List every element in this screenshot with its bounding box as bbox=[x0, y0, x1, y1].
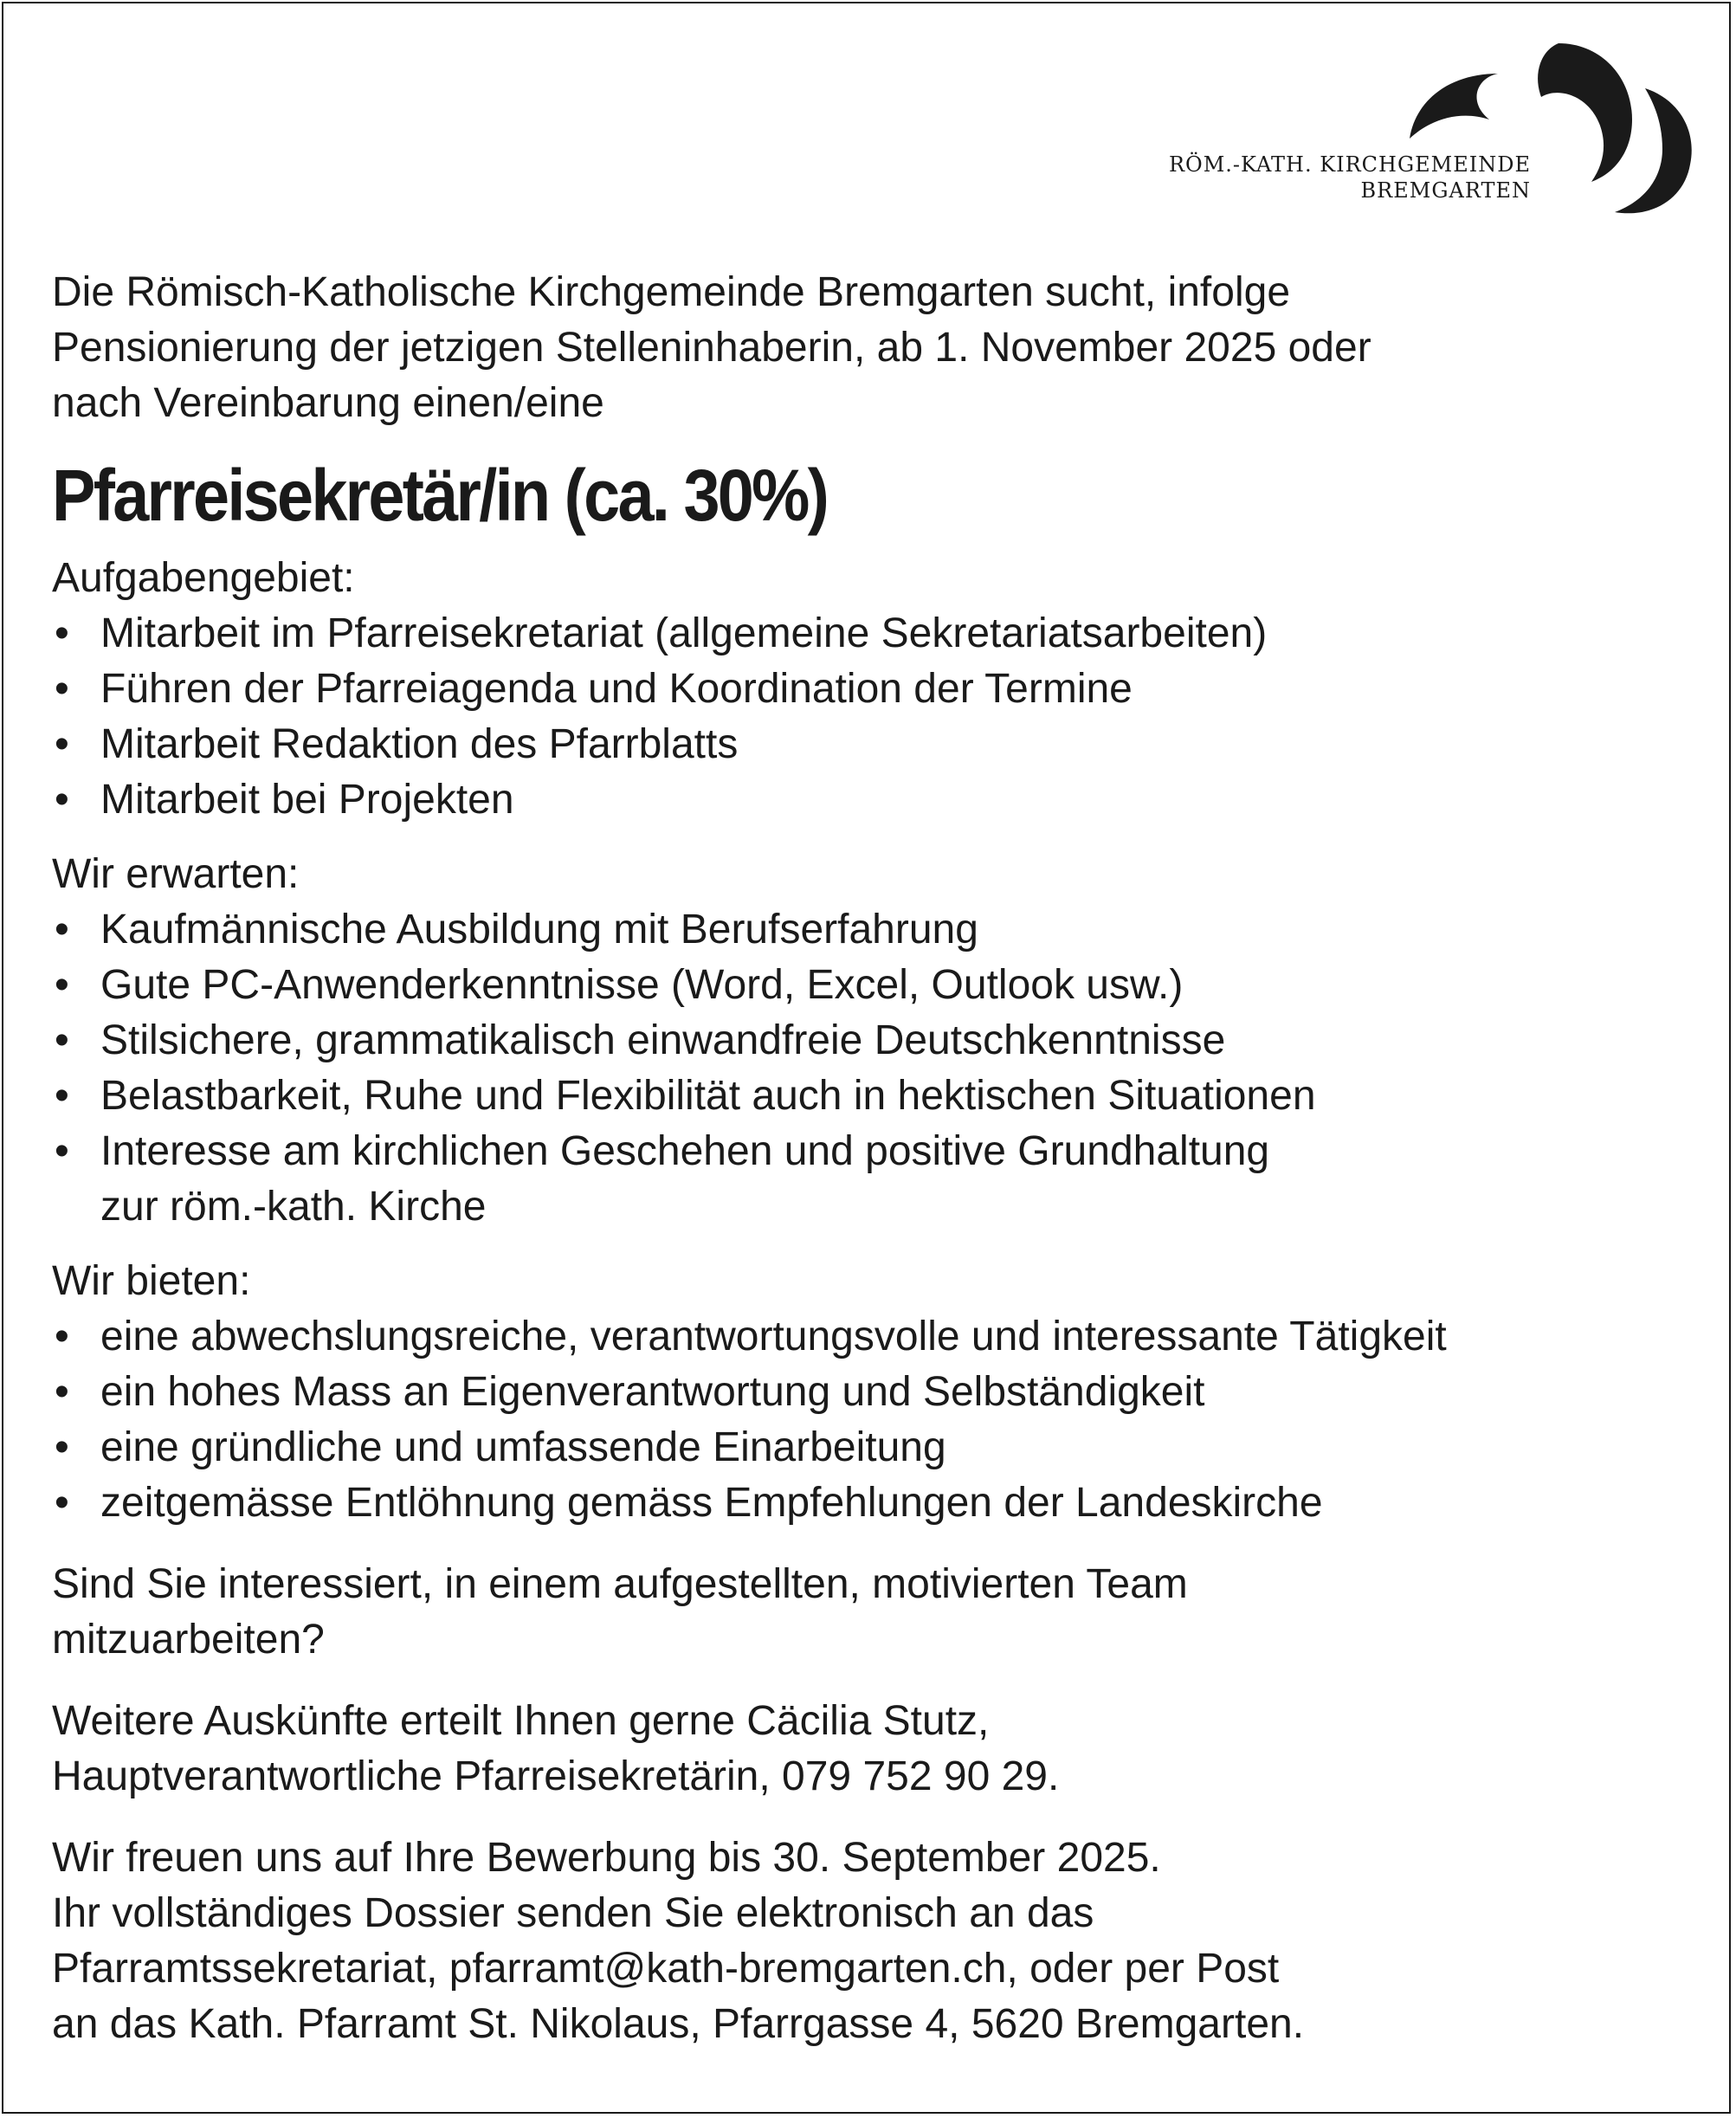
bullet-icon: • bbox=[55, 1073, 69, 1119]
section-expectations bbox=[52, 847, 1697, 1235]
bullet-icon: • bbox=[55, 1128, 69, 1174]
list-item bbox=[52, 662, 1697, 717]
logo-name-line1: RÖM.-KATH. KIRCHGEMEINDE bbox=[1168, 152, 1531, 177]
list-item-text: Führen der Pfarreiagenda und Koordination der Termine bbox=[100, 666, 1133, 712]
list-item bbox=[52, 958, 1697, 1013]
closing-paragraph bbox=[52, 1831, 1697, 2052]
logo-crescent-left bbox=[1410, 74, 1498, 139]
parish-logo bbox=[1168, 35, 1697, 225]
spacer bbox=[52, 1805, 1697, 1831]
intro-line: Die Römisch-Katholische Kirchgemeinde Bremgarten sucht, infolge bbox=[52, 269, 1291, 315]
section-heading: Wir erwarten: bbox=[52, 851, 300, 897]
job-title: Pfarreisekretär/in (ca. 30%) bbox=[52, 455, 828, 536]
list-item-text: Mitarbeit Redaktion des Pfarrblatts bbox=[100, 721, 739, 767]
ad-content bbox=[52, 265, 1697, 2052]
question-paragraph bbox=[52, 1557, 1697, 1668]
spacer bbox=[52, 828, 1697, 847]
list-item bbox=[52, 1124, 1697, 1179]
list-item-text: zur röm.-kath. Kirche bbox=[100, 1184, 487, 1230]
section-tasks bbox=[52, 551, 1697, 828]
list-item-text: Belastbarkeit, Ruhe und Flexibilität auch in hektischen Situationen bbox=[100, 1073, 1316, 1119]
list-item-text: Gute PC-Anwenderkenntnisse (Word, Excel, Outlook usw.) bbox=[100, 962, 1184, 1008]
bullet-icon: • bbox=[55, 1369, 69, 1415]
list-item bbox=[52, 717, 1697, 772]
bullet-icon: • bbox=[55, 962, 69, 1008]
section-heading: Aufgabengebiet: bbox=[52, 555, 355, 601]
logo-crescent-middle bbox=[1538, 43, 1632, 182]
bullet-icon: • bbox=[55, 666, 69, 712]
intro-paragraph bbox=[52, 265, 1697, 431]
closing-line: Ihr vollständiges Dossier senden Sie elektronisch an das bbox=[52, 1890, 1094, 1936]
bullet-icon: • bbox=[55, 907, 69, 952]
list-item bbox=[52, 1069, 1697, 1124]
bullet-icon: • bbox=[55, 1314, 69, 1359]
closing-line: an das Kath. Pfarramt St. Nikolaus, Pfarrgasse 4, 5620 Bremgarten. bbox=[52, 2001, 1305, 2047]
spacer bbox=[52, 1235, 1697, 1254]
question-line: Sind Sie interessiert, in einem aufgestellten, motivierten Team bbox=[52, 1561, 1188, 1607]
list-item bbox=[52, 1475, 1697, 1531]
contact-line: Hauptverantwortliche Pfarreisekretärin, 079 752 90 29. bbox=[52, 1753, 1060, 1799]
list-item bbox=[52, 1309, 1697, 1365]
spacer bbox=[52, 1531, 1697, 1557]
bullet-icon: • bbox=[55, 777, 69, 823]
list-item-text: ein hohes Mass an Eigenverantwortung und Selbständigkeit bbox=[100, 1369, 1205, 1415]
list-item-text: Interesse am kirchlichen Geschehen und positive Grundhaltung bbox=[100, 1128, 1270, 1174]
list-item-text: Mitarbeit im Pfarreisekretariat (allgemeine Sekretariatsarbeiten) bbox=[100, 610, 1268, 656]
bullet-icon: • bbox=[55, 1017, 69, 1063]
list-item-text: eine abwechslungsreiche, verantwortungsvolle und interessante Tätigkeit bbox=[100, 1314, 1447, 1359]
section-heading: Wir bieten: bbox=[52, 1258, 251, 1304]
list-item bbox=[52, 1365, 1697, 1420]
spacer bbox=[52, 1668, 1697, 1694]
list-item bbox=[52, 606, 1697, 662]
list-item bbox=[52, 902, 1697, 958]
closing-line: Pfarramtssekretariat, pfarramt@kath-bremgarten.ch, oder per Post bbox=[52, 1946, 1280, 1992]
list-item-text: zeitgemässe Entlöhnung gemäss Empfehlungen der Landeskirche bbox=[100, 1480, 1323, 1526]
list-item bbox=[52, 772, 1697, 828]
list-item-text: Stilsichere, grammatikalisch einwandfreie Deutschkenntnisse bbox=[100, 1017, 1226, 1063]
list-item-continuation bbox=[52, 1179, 1697, 1235]
contact-paragraph bbox=[52, 1694, 1697, 1805]
list-item-text: eine gründliche und umfassende Einarbeitung bbox=[100, 1424, 946, 1470]
intro-line: nach Vereinbarung einen/eine bbox=[52, 380, 604, 426]
list-item-text: Kaufmännische Ausbildung mit Berufserfahrung bbox=[100, 907, 978, 952]
bullet-icon: • bbox=[55, 1424, 69, 1470]
closing-line: Wir freuen uns auf Ihre Bewerbung bis 30. September 2025. bbox=[52, 1835, 1161, 1881]
bullet-icon: • bbox=[55, 721, 69, 767]
bullet-icon: • bbox=[55, 1480, 69, 1526]
contact-line: Weitere Auskünfte erteilt Ihnen gerne Cäcilia Stutz, bbox=[52, 1698, 990, 1744]
question-line: mitzuarbeiten? bbox=[52, 1617, 325, 1663]
intro-line: Pensionierung der jetzigen Stelleninhaberin, ab 1. November 2025 oder bbox=[52, 325, 1371, 371]
section-offer bbox=[52, 1254, 1697, 1531]
list-item-text: Mitarbeit bei Projekten bbox=[100, 777, 514, 823]
list-item bbox=[52, 1420, 1697, 1475]
bullet-icon: • bbox=[55, 610, 69, 656]
logo-name-line2: BREMGARTEN bbox=[1360, 178, 1531, 203]
list-item bbox=[52, 1013, 1697, 1069]
